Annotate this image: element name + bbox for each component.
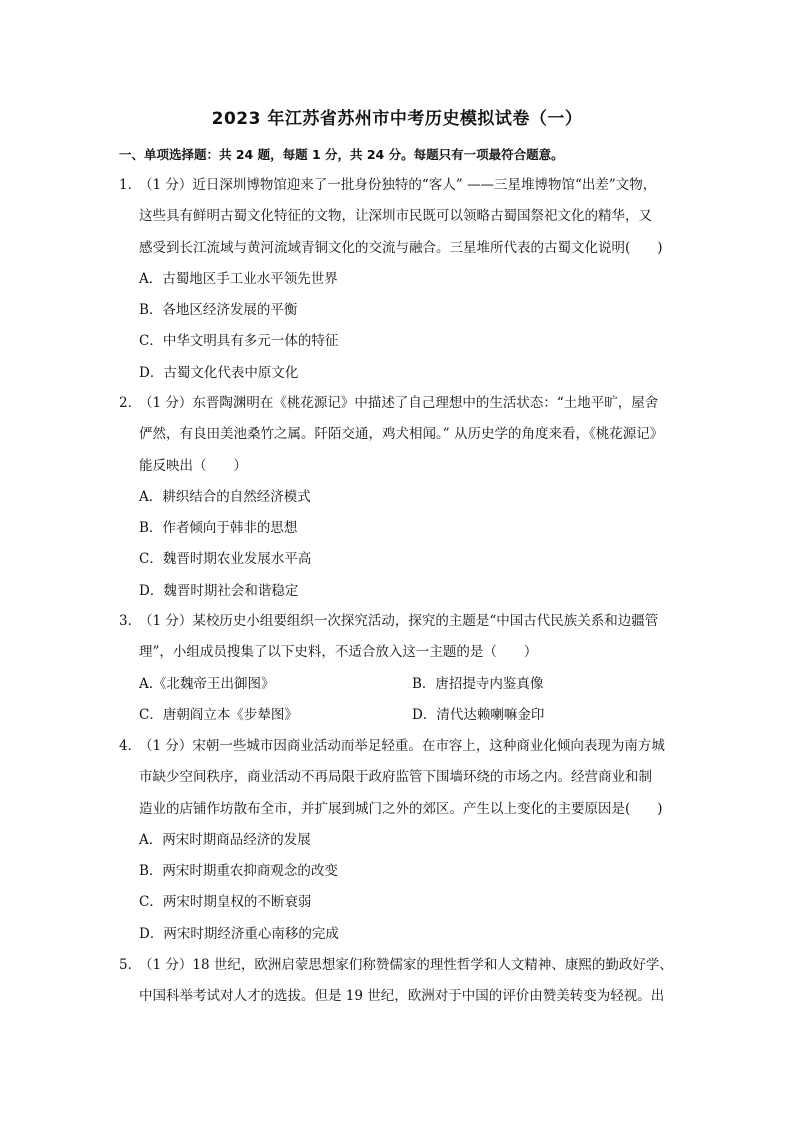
- question-number: 5．: [119, 957, 142, 973]
- question-number: 1．: [119, 177, 142, 193]
- question-4-option-d[interactable]: D．两宋时期经济重心南移的完成: [139, 925, 339, 942]
- question-3: [119, 606, 681, 731]
- question-3-option-a[interactable]: A.《北魏帝王出御图》: [139, 675, 275, 692]
- question-4-line-1: 4．（1 分）宋朝一些城市因商业活动而举足轻重。在市容上，这种商业化倾向表现为南方城: [119, 731, 681, 762]
- question-3-options-row-2: [119, 700, 681, 731]
- question-4-option-c[interactable]: C．两宋时期皇权的不断衰弱: [139, 894, 312, 911]
- question-1-line-2: 这些具有鲜明古蜀文化特征的文物，让深圳市民既可以领略古蜀国祭祀文化的精华，又: [139, 208, 652, 225]
- question-4-option-a[interactable]: A．两宋时期商品经济的发展: [139, 831, 311, 848]
- question-3-option-c[interactable]: C．唐朝阎立本《步辇图》: [139, 706, 298, 723]
- section-heading: 一、单项选择题：共 24 题，每题 1 分，共 24 分。每题只有一项最符合题意。: [119, 147, 564, 162]
- question-2-option-d[interactable]: D．魏晋时期社会和谐稳定: [139, 582, 299, 599]
- question-1-line-3: 感受到长江流域与黄河流域青铜文化的交流与融合。三星堆所代表的古蜀文化说明( ): [139, 239, 663, 256]
- question-1-option-a[interactable]: A．古蜀地区手工业水平领先世界: [139, 270, 338, 287]
- question-number: 2．: [119, 395, 142, 411]
- question-2-line-2: 俨然，有良田美池桑竹之属。阡陌交通，鸡犬相闻。” 从历史学的角度来看，《桃花源记》: [139, 426, 664, 443]
- question-3-line-1: 3．（1 分）某校历史小组要组织一次探究活动，探究的主题是“中国古代民族关系和边疆管: [119, 606, 681, 637]
- question-4: [119, 731, 681, 950]
- question-number: 4．: [119, 738, 142, 754]
- question-5: [119, 950, 681, 1013]
- question-3-options-row-1: [119, 669, 681, 700]
- question-2-option-c[interactable]: C．魏晋时期农业发展水平高: [139, 551, 312, 568]
- question-3-option-d[interactable]: D．清代达赖喇嘛金印: [412, 706, 545, 723]
- question-3-line-2: 理”，小组成员搜集了以下史料，不适合放入这一主题的是（ ）: [139, 644, 538, 661]
- question-number: 3．: [119, 613, 142, 629]
- question-2: [119, 388, 681, 607]
- question-1-line-1: 1．（1 分）近日深圳博物馆迎来了一批身份独特的“客人” ——三星堆博物馆“出差”文物，: [119, 170, 681, 201]
- question-2-line-1: 2．（1 分）东晋陶渊明在《桃花源记》中描述了自己理想中的生活状态：“土地平旷，屋舍: [119, 388, 681, 419]
- question-4-line-2: 市缺少空间秩序，商业活动不再局限于政府监管下围墙环绕的市场之内。经营商业和制: [139, 769, 652, 786]
- question-5-line-1: 5．（1 分）18 世纪，欧洲启蒙思想家们称赞儒家的理性哲学和人文精神、康熙的勤政好学、: [119, 950, 681, 981]
- question-2-line-3: 能反映出（ ）: [139, 457, 247, 474]
- question-2-option-a[interactable]: A．耕织结合的自然经济模式: [139, 488, 311, 505]
- exam-title: 2023 年江苏省苏州市中考历史模拟试卷（一）: [211, 109, 583, 129]
- question-5-line-2: 中国科举考试对人才的选拔。但是 19 世纪，欧洲对于中国的评价由赞美转变为轻视。出: [139, 988, 665, 1005]
- question-1-option-c[interactable]: C．中华文明具有多元一体的特征: [139, 333, 339, 350]
- question-3-option-b[interactable]: B．唐招提寺内鉴真像: [412, 675, 544, 692]
- question-1: [119, 170, 681, 389]
- question-2-option-b[interactable]: B．作者倾向于韩非的思想: [139, 520, 298, 537]
- question-1-option-b[interactable]: B．各地区经济发展的平衡: [139, 302, 298, 319]
- question-4-option-b[interactable]: B．两宋时期重农抑商观念的改变: [139, 863, 338, 880]
- question-4-line-3: 造业的店铺作坊散布全市，并扩展到城门之外的郊区。产生以上变化的主要原因是( ): [139, 800, 663, 817]
- question-1-option-d[interactable]: D．古蜀文化代表中原文化: [139, 364, 299, 381]
